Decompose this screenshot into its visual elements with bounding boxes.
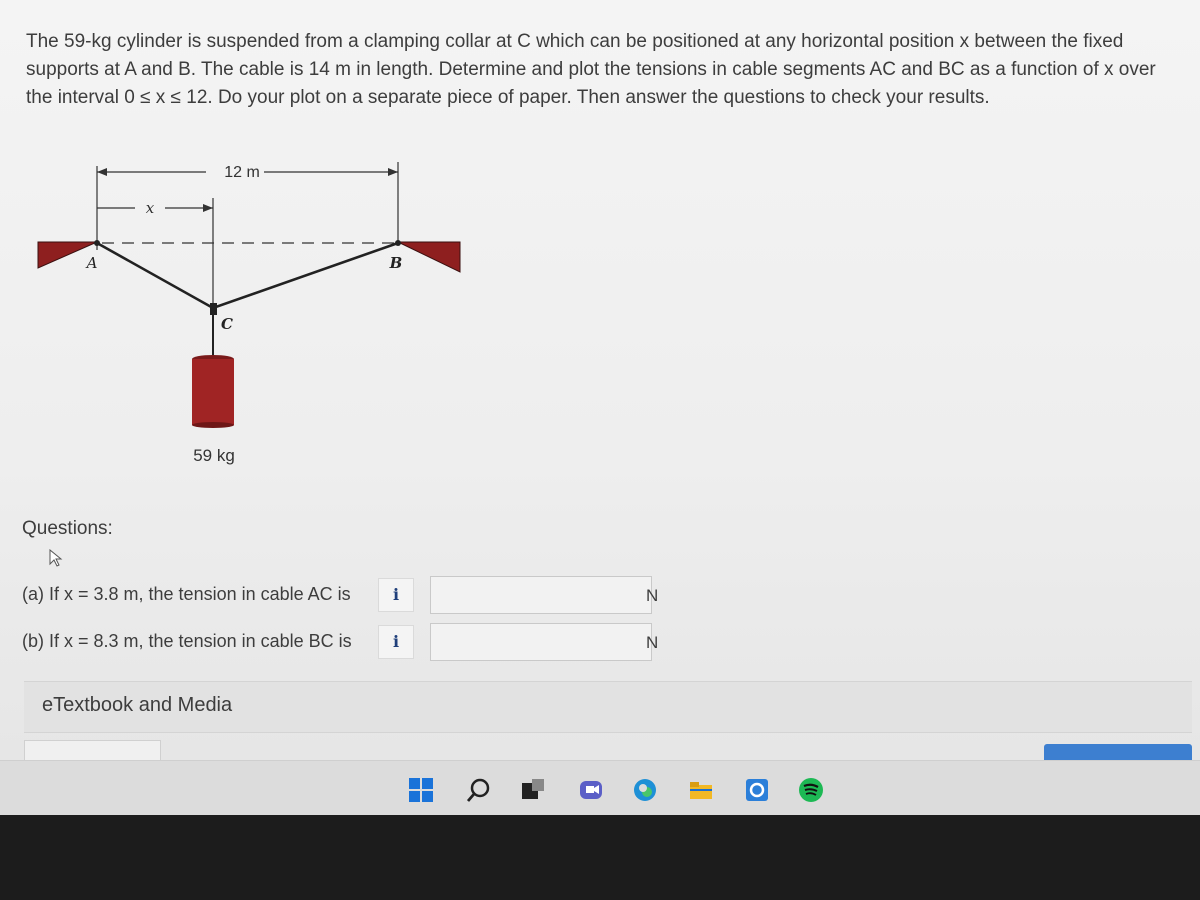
etextbook-media-section[interactable]: eTextbook and Media xyxy=(24,681,1192,733)
partially-visible-button-left[interactable] xyxy=(24,740,161,761)
span-arrow-left xyxy=(97,168,107,176)
question-a-unit: N xyxy=(646,586,659,605)
x-label: x xyxy=(145,199,155,217)
question-a-answer-input[interactable] xyxy=(430,576,652,614)
label-c: C xyxy=(221,315,233,333)
office-icon[interactable] xyxy=(744,777,770,803)
support-b xyxy=(398,242,460,272)
question-b-unit: N xyxy=(646,633,659,652)
question-b-row xyxy=(22,621,662,663)
mouse-cursor-icon xyxy=(48,549,64,567)
cylinder-bottom xyxy=(192,422,234,428)
questions-heading: Questions: xyxy=(22,518,113,539)
span-label: 12 m xyxy=(224,164,260,181)
windows-taskbar xyxy=(0,760,1200,816)
problem-statement: The 59-kg cylinder is suspended from a clamping collar at C which can be positioned at any horizontal position x between the fixed supports at A and B. The cable is 14 m in length. Determine and plot the tensions in cable segments AC and BC as a function of x over the interval 0 ≤ x ≤ 12. Do your plot on a separate piece of paper. Then answer the questions to check your results. xyxy=(26,31,1156,108)
cylinder xyxy=(192,359,234,425)
search-icon[interactable] xyxy=(466,777,492,803)
task-view-icon[interactable] xyxy=(520,777,546,803)
x-arrow xyxy=(203,204,213,212)
file-explorer-icon[interactable] xyxy=(688,777,714,803)
edge-browser-icon[interactable] xyxy=(632,777,658,803)
mass-label: 59 kg xyxy=(193,446,235,465)
pin-b xyxy=(395,240,401,246)
question-a-row xyxy=(22,574,662,616)
question-b-answer-input[interactable] xyxy=(430,623,652,661)
clamping-collar xyxy=(210,303,217,315)
question-b-info-button[interactable]: i xyxy=(378,625,414,659)
label-b: B xyxy=(389,254,403,272)
label-a: A xyxy=(86,254,98,272)
spotify-icon[interactable] xyxy=(798,777,824,803)
monitor-bezel xyxy=(0,815,1200,900)
cable xyxy=(97,243,398,308)
partially-visible-button-right[interactable] xyxy=(1044,744,1192,760)
question-a-info-button[interactable]: i xyxy=(378,578,414,612)
question-a-text: (a) If x = 3.8 m, the tension in cable AC is xyxy=(22,584,351,604)
teams-chat-icon[interactable] xyxy=(578,777,604,803)
question-b-text: (b) If x = 8.3 m, the tension in cable BC is xyxy=(22,631,352,651)
problem-figure xyxy=(30,150,470,480)
pin-a xyxy=(94,240,100,246)
span-arrow-right xyxy=(388,168,398,176)
windows-start-icon[interactable] xyxy=(408,777,434,803)
